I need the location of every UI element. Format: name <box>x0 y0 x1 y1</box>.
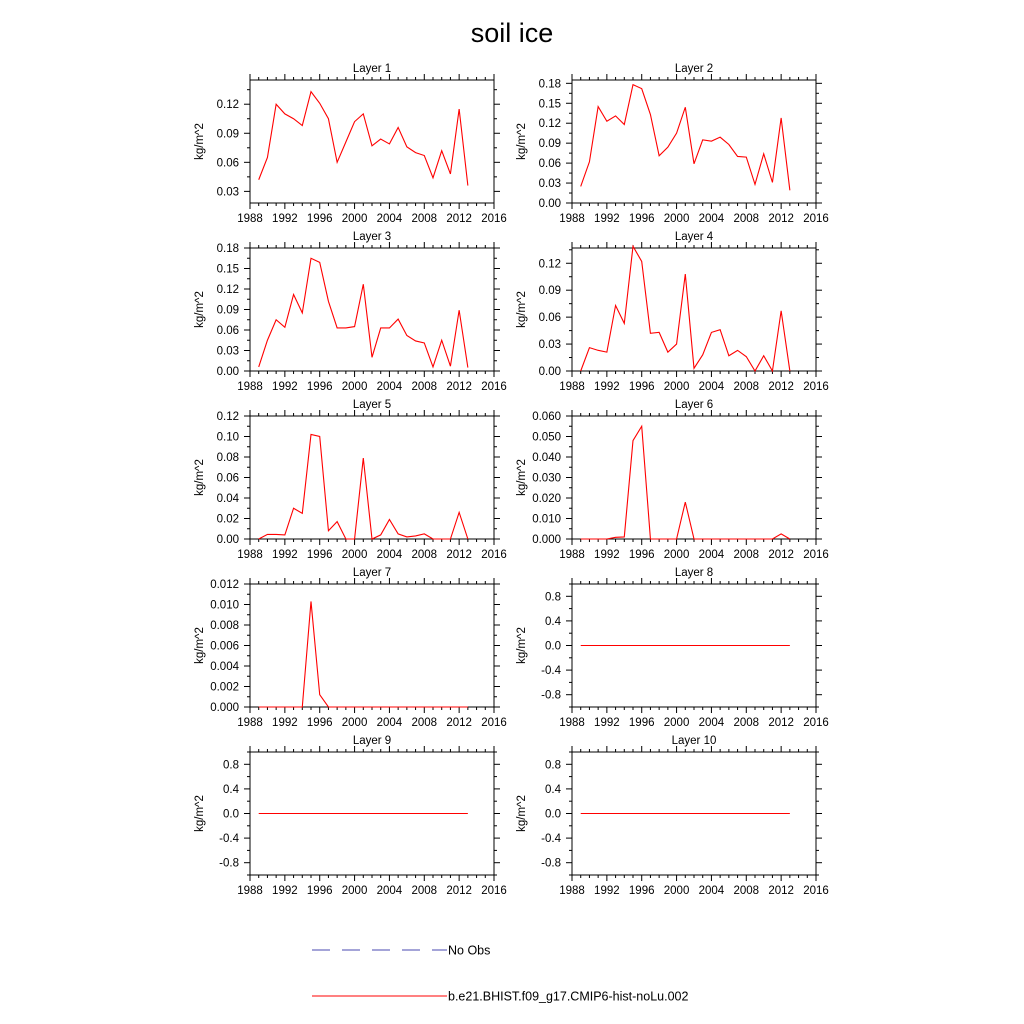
x-tick-label: 2000 <box>341 213 368 225</box>
y-tick-label: 0.03 <box>216 345 239 358</box>
x-tick-label: 2000 <box>663 885 690 897</box>
y-tick-label: 0.040 <box>532 452 561 464</box>
x-tick-label: 1992 <box>594 381 620 393</box>
x-tick-label: 2000 <box>663 717 690 729</box>
y-tick-label: 0.0 <box>223 808 239 821</box>
figure-title: soil ice <box>470 18 554 48</box>
y-tick-label: 0.03 <box>538 339 561 352</box>
series-line <box>259 258 468 367</box>
y-tick-label: 0.030 <box>532 472 561 485</box>
x-tick-label: 2004 <box>698 549 725 561</box>
y-tick-label: 0.4 <box>223 783 239 796</box>
x-tick-label: 2008 <box>411 885 438 897</box>
x-tick-label: 1996 <box>628 885 655 897</box>
y-tick-label: 0.000 <box>532 534 561 546</box>
x-tick-label: 1992 <box>594 549 620 561</box>
x-tick-label: 1996 <box>306 885 333 897</box>
y-tick-label: 0.8 <box>545 591 561 604</box>
panel-layer-1 <box>194 63 507 225</box>
x-tick-label: 2000 <box>663 381 690 393</box>
x-tick-label: 1996 <box>628 717 655 729</box>
y-tick-label: 0.0 <box>545 640 561 653</box>
y-axis-label: kg/m^2 <box>194 795 206 832</box>
panel-layer-6 <box>516 399 829 561</box>
panel-title: Layer 7 <box>352 567 392 579</box>
y-tick-label: -0.8 <box>541 689 561 702</box>
y-tick-label: -0.4 <box>219 833 239 846</box>
x-tick-label: 1996 <box>628 549 655 561</box>
y-tick-label: 0.8 <box>223 759 239 772</box>
panel-title: Layer 5 <box>352 399 392 411</box>
y-tick-label: -0.8 <box>541 857 561 870</box>
x-tick-label: 1996 <box>306 381 333 393</box>
y-tick-label: 0.15 <box>538 98 561 111</box>
y-axis-label: kg/m^2 <box>516 291 528 328</box>
x-tick-label: 1992 <box>594 717 620 729</box>
y-axis-label: kg/m^2 <box>516 123 528 160</box>
y-tick-label: 0.00 <box>538 198 561 210</box>
panel-title: Layer 6 <box>674 399 714 411</box>
y-tick-label: 0.060 <box>532 411 561 423</box>
y-tick-label: 0.06 <box>216 472 239 485</box>
x-tick-label: 2008 <box>733 213 760 225</box>
x-tick-label: 2008 <box>411 213 438 225</box>
y-tick-label: 0.4 <box>545 615 561 628</box>
y-tick-label: 0.06 <box>216 325 239 337</box>
x-tick-label: 1988 <box>237 549 263 561</box>
y-tick-label: 0.4 <box>545 783 561 796</box>
x-tick-label: 1996 <box>306 549 333 561</box>
x-tick-label: 2016 <box>803 549 829 561</box>
x-tick-label: 1996 <box>306 213 333 225</box>
series-line <box>259 92 468 186</box>
x-tick-label: 1996 <box>306 717 333 729</box>
x-tick-label: 2008 <box>411 381 438 393</box>
x-tick-label: 2008 <box>733 381 760 393</box>
y-tick-label: 0.010 <box>210 599 239 612</box>
y-tick-label: 0.00 <box>538 366 561 378</box>
y-tick-label: 0.18 <box>216 243 239 255</box>
x-tick-label: 2004 <box>698 381 725 393</box>
y-tick-label: 0.010 <box>532 513 561 526</box>
y-tick-label: 0.04 <box>216 493 239 505</box>
x-tick-label: 2004 <box>376 213 403 225</box>
panel-title: Layer 3 <box>352 231 392 243</box>
x-tick-label: 1988 <box>559 381 585 393</box>
panel-layer-7 <box>194 567 507 729</box>
x-tick-label: 2008 <box>411 717 438 729</box>
x-tick-label: 1988 <box>559 717 585 729</box>
y-tick-label: -0.4 <box>541 833 561 846</box>
x-tick-label: 1988 <box>559 213 585 225</box>
x-tick-label: 2012 <box>768 213 794 225</box>
panel-title: Layer 4 <box>674 231 714 243</box>
x-tick-label: 2000 <box>341 381 368 393</box>
y-tick-label: 0.8 <box>545 759 561 772</box>
x-tick-label: 2016 <box>481 213 507 225</box>
x-tick-label: 2000 <box>663 549 690 561</box>
y-tick-label: 0.00 <box>216 534 239 546</box>
x-tick-label: 1992 <box>272 885 298 897</box>
x-tick-label: 2016 <box>803 885 829 897</box>
y-tick-label: 0.12 <box>538 118 561 131</box>
x-tick-label: 2000 <box>663 213 690 225</box>
x-tick-label: 2012 <box>446 885 472 897</box>
y-tick-label: 0.12 <box>538 258 561 271</box>
x-tick-label: 1996 <box>628 381 655 393</box>
y-tick-label: 0.09 <box>538 285 561 298</box>
y-axis-label: kg/m^2 <box>194 123 206 160</box>
y-tick-label: 0.004 <box>210 661 239 673</box>
x-tick-label: 1992 <box>594 213 620 225</box>
y-tick-label: 0.12 <box>216 99 239 112</box>
x-tick-label: 2004 <box>698 213 725 225</box>
series-line <box>581 246 790 371</box>
x-tick-label: 1988 <box>559 885 585 897</box>
series-line <box>259 434 468 539</box>
y-tick-label: -0.8 <box>219 857 239 870</box>
x-tick-label: 2012 <box>768 885 794 897</box>
y-tick-label: 0.18 <box>538 78 561 91</box>
plot-frame <box>572 248 816 371</box>
x-tick-label: 2004 <box>376 549 403 561</box>
y-axis-label: kg/m^2 <box>516 795 528 832</box>
y-tick-label: 0.000 <box>210 702 239 714</box>
y-tick-label: 0.008 <box>210 620 239 632</box>
plot-frame <box>250 80 494 203</box>
x-tick-label: 2012 <box>446 213 472 225</box>
y-axis-label: kg/m^2 <box>194 291 206 328</box>
y-tick-label: 0.10 <box>216 431 239 444</box>
panel-layer-8 <box>516 567 829 729</box>
y-tick-label: 0.15 <box>216 263 239 276</box>
x-tick-label: 2008 <box>411 549 438 561</box>
y-tick-label: 0.012 <box>210 579 239 591</box>
plot-frame <box>572 80 816 203</box>
y-tick-label: 0.006 <box>210 640 239 653</box>
y-tick-label: 0.09 <box>216 304 239 317</box>
y-tick-label: 0.03 <box>216 186 239 199</box>
y-tick-label: 0.020 <box>532 493 561 505</box>
x-tick-label: 1992 <box>272 213 298 225</box>
panel-layer-2 <box>516 63 829 225</box>
y-tick-label: 0.0 <box>545 808 561 821</box>
y-tick-label: 0.08 <box>216 452 239 464</box>
panel-layer-4 <box>516 231 829 393</box>
panel-title: Layer 10 <box>671 735 717 747</box>
x-tick-label: 2000 <box>341 885 368 897</box>
x-tick-label: 1992 <box>272 717 298 729</box>
x-tick-label: 2012 <box>446 549 472 561</box>
x-tick-label: 2016 <box>481 549 507 561</box>
x-tick-label: 2016 <box>481 381 507 393</box>
series-line <box>581 426 790 539</box>
x-tick-label: 2004 <box>376 885 403 897</box>
x-tick-label: 2012 <box>768 717 794 729</box>
x-tick-label: 1992 <box>272 381 298 393</box>
x-tick-label: 1992 <box>272 549 298 561</box>
x-tick-label: 2016 <box>803 381 829 393</box>
x-tick-label: 2004 <box>698 885 725 897</box>
y-tick-label: 0.00 <box>216 366 239 378</box>
x-tick-label: 2016 <box>481 885 507 897</box>
panel-title: Layer 1 <box>352 63 392 75</box>
x-tick-label: 2012 <box>446 381 472 393</box>
x-tick-label: 2008 <box>733 549 760 561</box>
y-tick-label: 0.02 <box>216 513 239 526</box>
x-tick-label: 2016 <box>803 717 829 729</box>
x-tick-label: 2016 <box>481 717 507 729</box>
x-tick-label: 2016 <box>803 213 829 225</box>
x-tick-label: 2012 <box>768 549 794 561</box>
x-tick-label: 2008 <box>733 885 760 897</box>
x-tick-label: 1988 <box>237 717 263 729</box>
plot-frame <box>572 416 816 539</box>
y-tick-label: 0.09 <box>538 138 561 151</box>
x-tick-label: 1996 <box>628 213 655 225</box>
plot-frame <box>250 584 494 707</box>
x-tick-label: 1988 <box>237 213 263 225</box>
series-line <box>581 85 790 191</box>
plot-frame <box>250 248 494 371</box>
panel-layer-9 <box>194 735 507 897</box>
x-tick-label: 1988 <box>559 549 585 561</box>
x-tick-label: 2000 <box>341 717 368 729</box>
panel-layer-3 <box>194 231 507 393</box>
y-axis-label: kg/m^2 <box>194 627 206 664</box>
y-tick-label: 0.050 <box>532 431 561 444</box>
legend <box>312 944 688 1004</box>
y-axis-label: kg/m^2 <box>516 459 528 496</box>
y-tick-label: 0.09 <box>216 128 239 141</box>
panel-layer-5 <box>194 399 507 561</box>
series-line <box>259 601 468 707</box>
x-tick-label: 1992 <box>594 885 620 897</box>
y-tick-label: 0.03 <box>538 178 561 191</box>
x-tick-label: 2012 <box>446 717 472 729</box>
panel-title: Layer 9 <box>352 735 392 747</box>
panel-layer-10 <box>516 735 829 897</box>
x-tick-label: 2008 <box>733 717 760 729</box>
y-tick-label: 0.06 <box>216 157 239 170</box>
y-axis-label: kg/m^2 <box>516 627 528 664</box>
y-tick-label: 0.06 <box>538 312 561 325</box>
legend-label-model: b.e21.BHIST.f09_g17.CMIP6-hist-noLu.002 <box>448 989 689 1004</box>
x-tick-label: 1988 <box>237 885 263 897</box>
y-tick-label: 0.06 <box>538 158 561 171</box>
plot-frame <box>250 416 494 539</box>
panel-title: Layer 2 <box>674 63 714 75</box>
x-tick-label: 1988 <box>237 381 263 393</box>
legend-label-obs: No Obs <box>448 943 491 958</box>
x-tick-label: 2004 <box>376 717 403 729</box>
y-axis-label: kg/m^2 <box>194 459 206 496</box>
x-tick-label: 2012 <box>768 381 794 393</box>
panel-title: Layer 8 <box>674 567 714 579</box>
x-tick-label: 2004 <box>376 381 403 393</box>
y-tick-label: -0.4 <box>541 665 561 678</box>
y-tick-label: 0.12 <box>216 411 239 423</box>
x-tick-label: 2004 <box>698 717 725 729</box>
x-tick-label: 2000 <box>341 549 368 561</box>
y-tick-label: 0.002 <box>210 681 239 694</box>
y-tick-label: 0.12 <box>216 284 239 296</box>
